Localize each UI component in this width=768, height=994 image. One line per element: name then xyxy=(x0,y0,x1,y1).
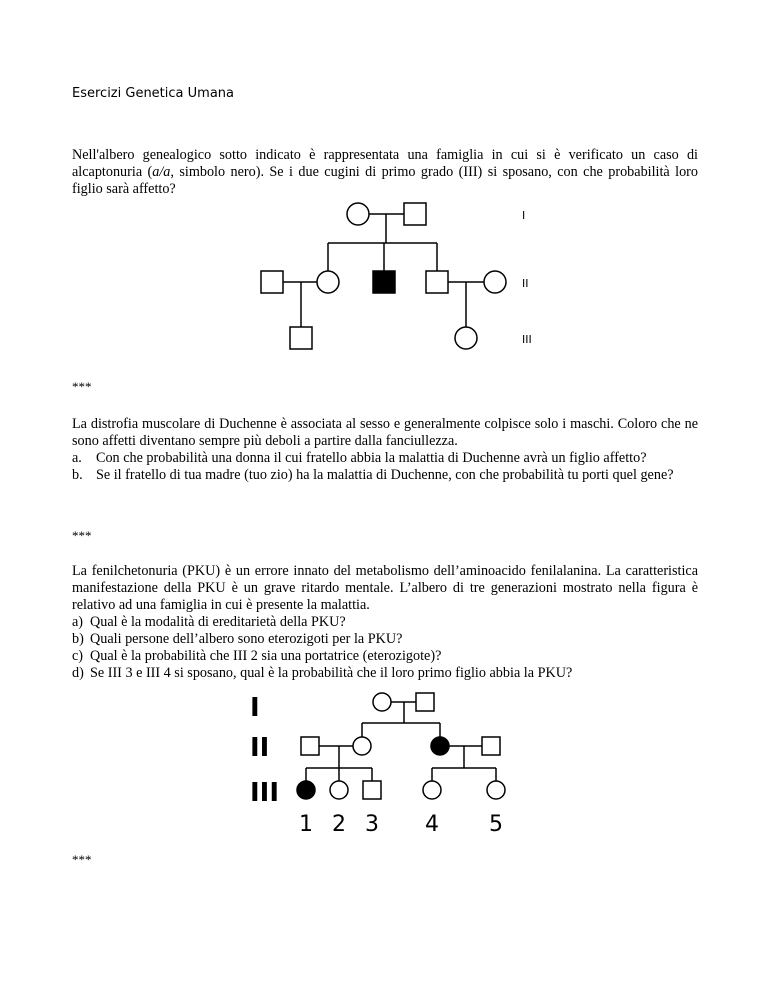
pedigree-alcaptonuria xyxy=(250,195,550,360)
female-symbol xyxy=(373,693,391,711)
female-symbol xyxy=(487,781,505,799)
male-symbol xyxy=(290,327,312,349)
question-item xyxy=(72,665,698,682)
question-text: Qual è la modalità di ereditarietà della PKU? xyxy=(90,614,346,630)
question-marker: b) xyxy=(72,631,84,647)
individual-number: 2 xyxy=(332,812,346,837)
separator: *** xyxy=(72,852,92,867)
affected-male-symbol xyxy=(373,271,395,293)
male-symbol xyxy=(363,781,381,799)
question-item xyxy=(72,614,698,631)
page-title: Esercizi Genetica Umana xyxy=(72,86,234,101)
question-marker: a) xyxy=(72,614,84,630)
individual-number: 4 xyxy=(425,812,439,837)
male-symbol xyxy=(416,693,434,711)
male-symbol xyxy=(301,737,319,755)
individual-number: 1 xyxy=(299,812,313,837)
affected-female-symbol xyxy=(431,737,449,755)
question-item xyxy=(72,648,698,665)
question-text: Se III 3 e III 4 si sposano, qual è la probabilità che il loro primo figlio abbia la PKU? xyxy=(90,665,573,681)
female-symbol xyxy=(484,271,506,293)
exercise-2-questions xyxy=(72,450,698,484)
female-symbol xyxy=(455,327,477,349)
exercise-3 xyxy=(72,563,698,682)
male-symbol xyxy=(482,737,500,755)
exercise-1-text-after: , simbolo nero). Se i due cugini di primo grado (III) si sposano, con che probabilità loro figlio sarà affetto? xyxy=(72,164,698,197)
female-symbol xyxy=(423,781,441,799)
female-symbol xyxy=(353,737,371,755)
female-symbol xyxy=(317,271,339,293)
separator: *** xyxy=(72,528,92,543)
question-text: Se il fratello di tua madre (tuo zio) ha la malattia di Duchenne, con che probabilità tu porti quel gene? xyxy=(96,467,674,483)
male-symbol xyxy=(404,203,426,225)
generation-label: III xyxy=(522,333,532,346)
question-item xyxy=(72,631,698,648)
question-marker: a. xyxy=(72,450,82,466)
exercise-1-text xyxy=(72,147,698,198)
exercise-3-questions xyxy=(72,614,698,682)
female-symbol xyxy=(330,781,348,799)
exercise-2-intro: La distrofia muscolare di Duchenne è associata al sesso e generalmente colpisce solo i maschi. Coloro che ne sono affetti diventano sempre più deboli a partire dalla fanciullezza. xyxy=(72,416,698,449)
male-symbol xyxy=(426,271,448,293)
exercise-3-intro: La fenilchetonuria (PKU) è un errore innato del metabolismo dell’aminoacido fenilalanina. La caratteristica manifestazione della PKU è un grave ritardo mentale. L’albero di tre generazioni mostrato nella figura è relativo ad una famiglia in cui è presente la malattia. xyxy=(72,563,698,613)
generation-label: I xyxy=(250,693,260,723)
question-text: Qual è la probabilità che III 2 sia una portatrice (eterozigote)? xyxy=(90,648,442,664)
generation-label: I xyxy=(522,209,526,222)
male-symbol xyxy=(261,271,283,293)
question-marker: b. xyxy=(72,467,83,483)
question-text: Quali persone dell’albero sono eterozigoti per la PKU? xyxy=(90,631,403,647)
affected-female-symbol xyxy=(297,781,315,799)
question-marker: c) xyxy=(72,648,84,664)
exercise-1-text-before: Nell'albero genealogico sotto indicato è rappresentata una famiglia in cui si è verificato un caso di alcaptonuria ( xyxy=(72,147,698,180)
generation-label: II xyxy=(522,277,529,290)
question-item xyxy=(72,467,698,484)
pedigree-pku xyxy=(240,688,540,838)
generation-label: III xyxy=(250,778,280,808)
separator: *** xyxy=(72,379,92,394)
question-text: Con che probabilità una donna il cui fratello abbia la malattia di Duchenne avrà un figlio affetto? xyxy=(96,450,647,466)
question-item xyxy=(72,450,698,467)
individual-number: 5 xyxy=(489,812,503,837)
exercise-2 xyxy=(72,416,698,484)
female-symbol xyxy=(347,203,369,225)
individual-number: 3 xyxy=(365,812,379,837)
question-marker: d) xyxy=(72,665,84,681)
genotype-label: a/a xyxy=(152,164,171,180)
generation-label: II xyxy=(250,733,270,763)
